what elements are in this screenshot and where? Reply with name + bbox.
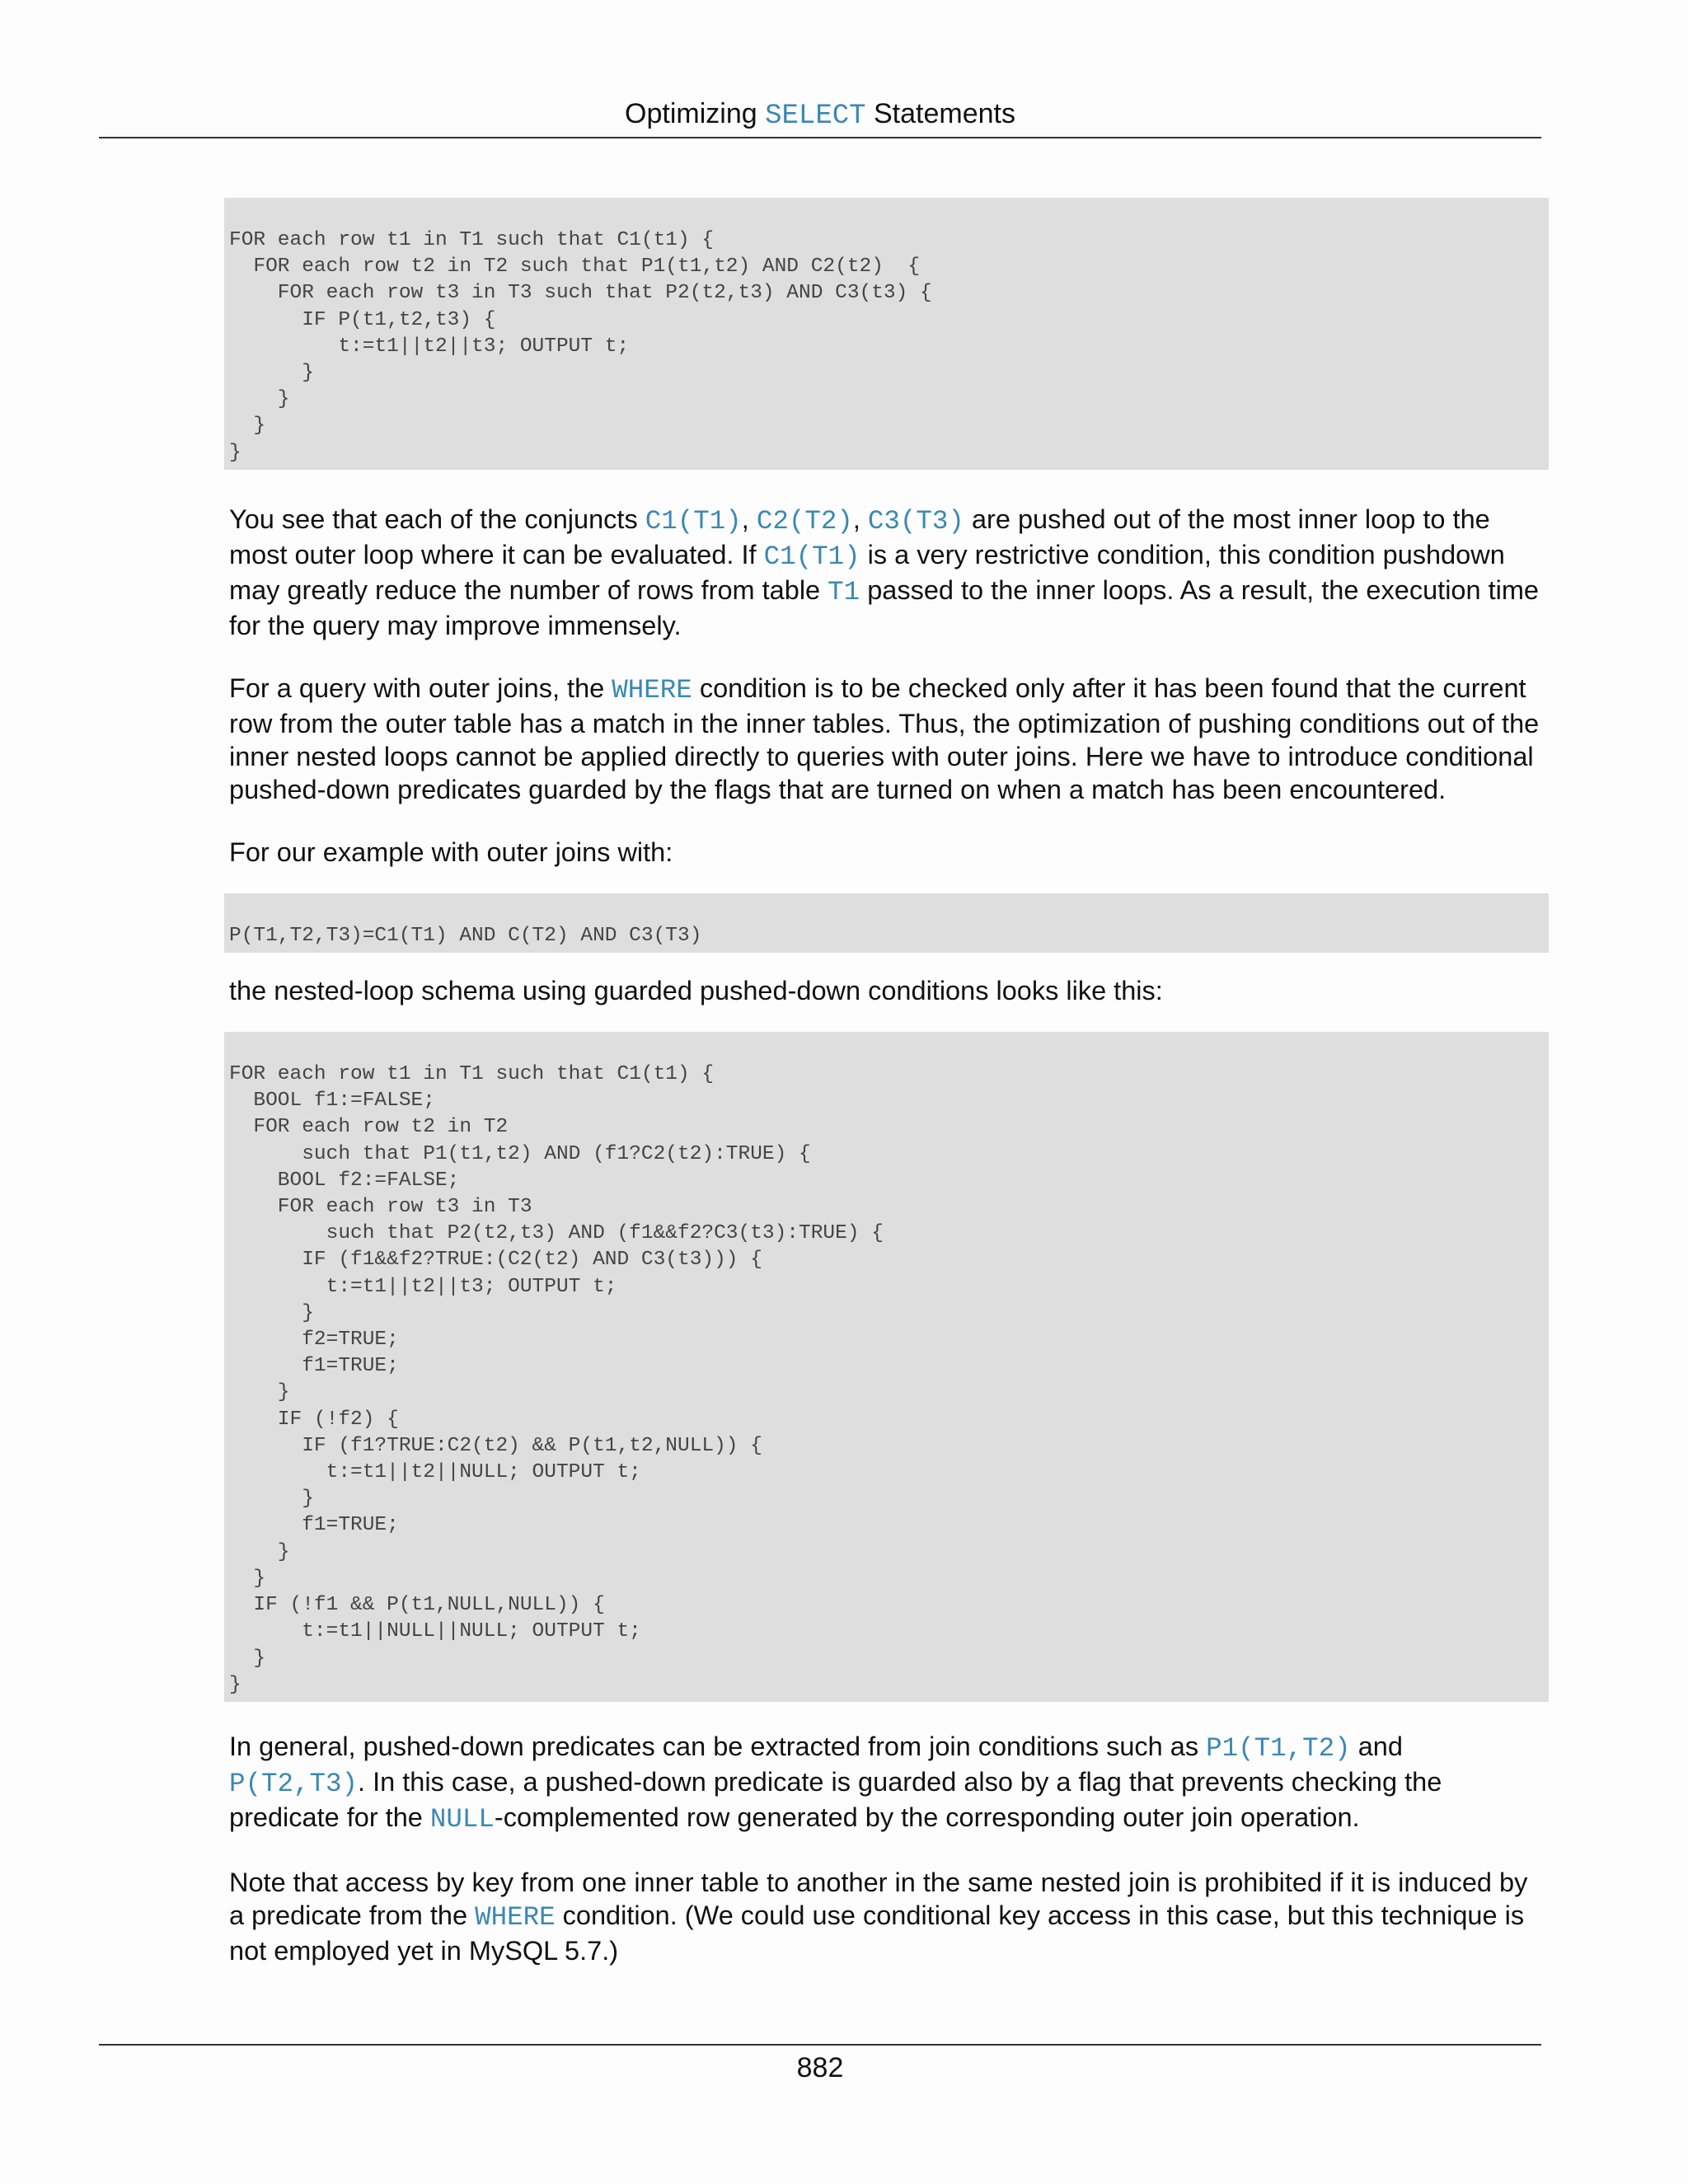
text: In general, pushed-down predicates can be extracted from join conditions such as [229,1731,1207,1761]
text: , [741,504,757,534]
text: Note that access by key from one inner table to another in the same nested join is prohibited if it is induced by a predicate from the [229,1867,1528,1930]
code-block-predicate: P(T1,T2,T3)=C1(T1) AND C(T2) AND C3(T3) [224,893,1549,953]
inline-code: NULL [429,1803,495,1835]
code-block-nested-loop: FOR each row t1 in T1 such that C1(t1) { FOR each row t2 in T2 such that P1(t1,t2) AND C2(t2) { FOR each row t3 in T3 such that P2(t2,t3) AND C3(t3) { IF P(t1,t2,t3) { t:=t1||t2||t3; OUTPUT t; } } } } [224,198,1549,470]
header-rule [99,137,1541,138]
paragraph-conjuncts [229,503,1544,642]
paragraph-key-access [229,1866,1544,1967]
footer-rule [99,2044,1541,2046]
text: is a very restrictive condition, this condition pushdown may greatly reduce the number of rows from table [229,539,1505,605]
text: passed to the inner loops. As a result, the execution time for the query may improve immensely. [229,574,1539,640]
text: condition. (We could use conditional key access in this case, but this technique is not employed yet in MySQL 5.7.) [229,1900,1525,1966]
inline-code: WHERE [612,674,692,705]
inline-code: C2(T2) [756,505,853,537]
text: are pushed out of the most inner loop to the most outer loop where it can be evaluated. If [229,504,1490,569]
text: condition is to be checked only after it has been found that the current row from the outer table has a match in the inner tables. Thus, the optimization of pushing conditions out of the inner nested loops cannot be applied directly to queries with outer joins. Here we have to introduce conditional pushed-down predicates guarded by the flags that are turned on when a match has been encountered. [229,673,1540,804]
text: and [1350,1731,1403,1761]
inline-code: C1(T1) [645,505,742,537]
inline-code: WHERE [475,1901,556,1933]
text: , [852,504,868,534]
text: . In this case, a pushed-down predicate is guarded also by a flag that prevents checking the predicate for the [229,1766,1442,1832]
header-code: SELECT [765,101,866,132]
page-header [99,95,1541,135]
code-block-guarded-schema: FOR each row t1 in T1 such that C1(t1) { BOOL f1:=FALSE; FOR each row t2 in T2 such that P1(t1,t2) AND (f1?C2(t2):TRUE) { BOOL f2:=FALSE; FOR each row t3 in T3 such that P2(t2,t3) AND (f1&&f2?C3(t3):TRUE) { IF (f1&&f2?TRUE:(C2(t2) AND C3(t3))) { t:=t1||t2||t3; OUTPUT t; } f2=TRUE; f1=TRUE; } IF (!f2) { IF (f1?TRUE:C2(t2) && P(t1,t2,NULL)) { t:=t1||t2||NULL; OUTPUT t; } f1=TRUE; } } IF (!f1 && P(t1,NULL,NULL)) { t:=t1||NULL||NULL; OUTPUT t; } } [224,1032,1549,1702]
paragraph-outer-joins [229,672,1544,806]
inline-code: C3(T3) [867,505,964,537]
text: -complemented row generated by the corresponding outer join operation. [494,1802,1360,1832]
paragraph-example-intro: For our example with outer joins with: [229,837,673,867]
paragraph-pushed-down [229,1730,1544,1836]
inline-code: C1(T1) [763,541,860,572]
inline-code: T1 [828,576,860,607]
page-content [229,198,1544,1967]
text: For a query with outer joins, the [229,673,612,703]
page-number: 882 [796,2052,844,2083]
inline-code: P1(T1,T2) [1206,1732,1351,1764]
header-text: Optimizing [625,98,766,129]
inline-code: P(T2,T3) [229,1768,359,1799]
paragraph-schema-intro: the nested-loop schema using guarded pushed-down conditions looks like this: [229,976,1163,1006]
text: You see that each of the conjuncts [229,504,645,534]
header-text-end: Statements [865,98,1015,129]
